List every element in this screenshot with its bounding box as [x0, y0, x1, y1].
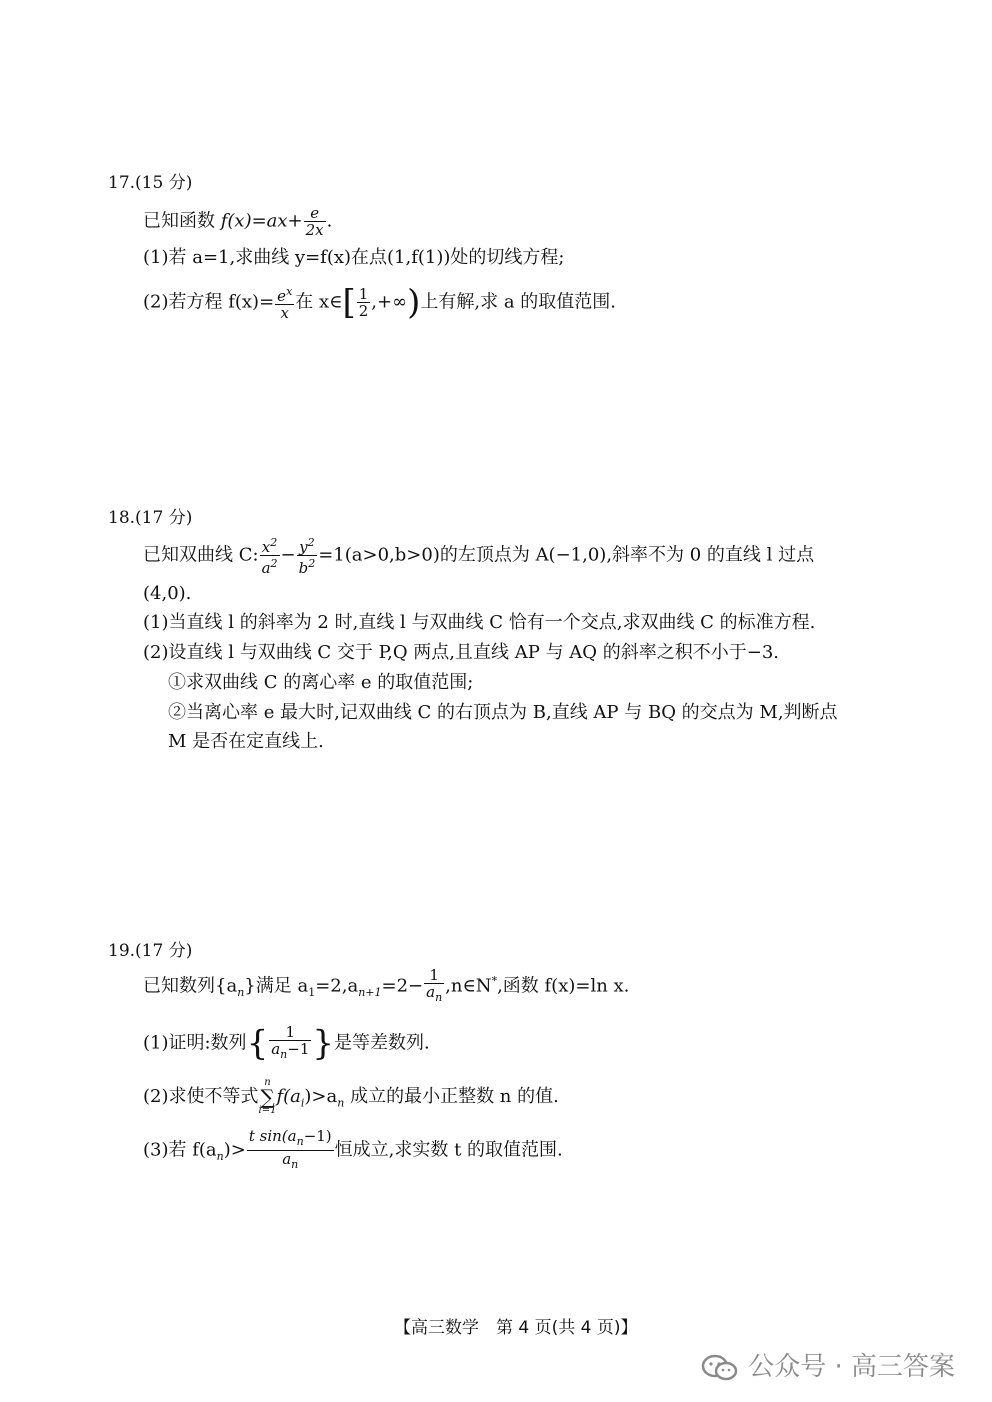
q17-header: 17.(15 分)	[108, 173, 193, 193]
q18-a-sq: 2	[270, 557, 278, 570]
q17-intro	[143, 205, 332, 238]
q18-y-sq: 2	[307, 536, 315, 549]
q19-sub-n: n	[237, 986, 245, 1000]
q17-intro-fraction	[304, 205, 326, 238]
q19-p3-fraction	[247, 1128, 334, 1173]
q18-b-den	[297, 555, 318, 576]
q17-half-den: 2	[358, 302, 369, 320]
q19-sum-symbol: ∑	[260, 1085, 275, 1109]
q19-recip-fraction	[424, 967, 444, 1006]
q17-intro-fraction-num: e	[310, 204, 320, 222]
q19-p1-num: 1	[285, 1023, 296, 1041]
q19-l1-a: 已知数列{a	[143, 975, 238, 997]
q18-a-var: a	[261, 559, 271, 577]
q19-part1	[143, 1024, 430, 1063]
q19-p2-sub-i: i	[300, 1096, 305, 1110]
q19-right-brace: }	[312, 1023, 335, 1064]
q17-half-fraction	[357, 286, 371, 319]
q18-y-num	[297, 535, 318, 555]
q19-p3-num-tail: −1)	[303, 1127, 332, 1145]
q19-sum	[259, 1078, 277, 1116]
q17-part2-a: (2)若方程 f(x)=	[143, 291, 275, 313]
q19-p3-num	[247, 1128, 334, 1150]
q19-line1	[143, 967, 629, 1006]
q18-minus: −	[280, 544, 296, 566]
q19-recip-den	[424, 983, 444, 1006]
q19-p2-c: )>a	[304, 1086, 338, 1107]
q18-sub1: ①求双曲线 C 的离心率 e 的取值范围;	[168, 672, 474, 693]
q19-p1-den	[269, 1040, 311, 1063]
q19-p3-sub-n: n	[216, 1150, 224, 1164]
q17-part2-exp: x	[286, 285, 293, 298]
q19-sub-n1: n+1	[358, 986, 382, 1000]
q19-sum-top: n	[264, 1077, 271, 1088]
wechat-icon	[700, 1353, 740, 1383]
q19-recip-num: 1	[429, 966, 439, 984]
q17-intro-fraction-den: 2x	[305, 221, 324, 239]
watermark	[700, 1346, 955, 1383]
q17-part2-b: 在 x∈	[295, 291, 343, 313]
watermark-text: 公众号 · 高三答案	[748, 1352, 956, 1382]
q17-part2-c: ,+∞	[371, 291, 408, 313]
q19-l1-f: ,函数 f(x)=ln x.	[497, 975, 630, 997]
q19-p1-a: (1)证明:数列	[143, 1032, 247, 1054]
q19-header: 19.(17 分)	[108, 941, 193, 961]
q19-l1-b: }满足 a	[244, 975, 309, 997]
q17-part2-d: 上有解,求 a 的取值范围.	[420, 291, 616, 313]
q18-a-den	[260, 555, 280, 576]
q17-left-bracket: [	[342, 282, 356, 323]
q19-p1-b: 是等差数列.	[334, 1032, 430, 1054]
q18-x-num	[260, 535, 280, 555]
q19-sum-bottom: i=1	[258, 1105, 277, 1116]
q18-x-var: x	[261, 538, 271, 556]
q17-part1: (1)若 a=1,求曲线 y=f(x)在点(1,f(1))处的切线方程;	[143, 247, 565, 268]
q17-part2-fraction-den: x	[275, 304, 294, 321]
q19-p3-den-sub: n	[291, 1158, 299, 1171]
q18-x-sq: 2	[270, 536, 278, 549]
q18-part1: (1)当直线 l 的斜率为 2 时,直线 l 与双曲线 C 恰有一个交点,求双曲线 C 的标准方程.	[143, 612, 816, 633]
q17-half-num: 1	[358, 285, 369, 303]
q19-p1-den-a: a	[271, 1040, 281, 1058]
q19-left-brace: {	[246, 1023, 269, 1064]
q19-p3-den-a: a	[282, 1150, 292, 1168]
q19-p1-den-tail: −1	[287, 1040, 310, 1058]
q18-line1	[143, 535, 814, 576]
q18-header: 18.(17 分)	[108, 508, 193, 528]
q18-line1-b: =1(a>0,b>0)的左顶点为 A(−1,0),斜率不为 0 的直线 l 过点	[318, 544, 815, 566]
q19-recip-sub: n	[435, 991, 443, 1004]
q19-p3-c: 恒成立,求实数 t 的取值范围.	[334, 1139, 563, 1161]
q17-right-paren: )	[407, 282, 421, 323]
q17-intro-func: f(x)=ax+	[220, 210, 303, 232]
q19-l1-d: =2−	[381, 975, 424, 997]
q18-part2: (2)设直线 l 与双曲线 C 交于 P,Q 两点,且直线 AP 与 AQ 的斜率之积不小于−3.	[143, 642, 780, 663]
q18-line2: (4,0).	[143, 583, 192, 604]
q19-sub-1: 1	[308, 986, 316, 1000]
q18-b-sq: 2	[308, 557, 316, 570]
q19-p3-b: )>	[223, 1139, 246, 1161]
q19-p2-b: f(a	[276, 1086, 301, 1107]
q19-p3-num-a: t sin(a	[248, 1127, 297, 1145]
q17-intro-text: 已知函数	[143, 210, 215, 232]
q19-p3-num-sub: n	[296, 1135, 304, 1148]
q19-p3-den	[247, 1150, 334, 1173]
q19-l1-c: =2,a	[315, 975, 359, 997]
q19-p3-a: (3)若 f(a	[143, 1139, 217, 1161]
q17-part2-fraction	[275, 284, 294, 321]
q19-star: *	[491, 974, 498, 988]
q19-p2-sub-n: n	[337, 1096, 345, 1110]
q17-part2	[143, 284, 616, 321]
q18-sub2-cont: M 是否在定直线上.	[168, 731, 324, 752]
q19-part3	[143, 1128, 563, 1173]
q19-p2-a: (2)求使不等式	[143, 1086, 259, 1107]
q18-y-var: y	[299, 538, 308, 556]
page-footer: 【高三数学 第 4 页(共 4 页)】	[394, 1318, 638, 1338]
q18-x-fraction	[260, 535, 280, 576]
q18-line1-a: 已知双曲线 C:	[143, 544, 259, 566]
q18-sub2: ②当离心率 e 最大时,记双曲线 C 的右顶点为 B,直线 AP 与 BQ 的交点为 M,判断点	[168, 702, 838, 723]
q19-p1-fraction	[269, 1024, 311, 1063]
q19-recip-a: a	[426, 983, 436, 1001]
q18-y-fraction	[297, 535, 318, 576]
q19-part2	[143, 1078, 559, 1116]
q19-p1-den-sub: n	[280, 1048, 288, 1061]
q17-part2-fraction-num	[275, 284, 294, 304]
q17-intro-end: .	[326, 210, 333, 232]
q17-part2-e: e	[277, 287, 287, 305]
q19-l1-e: ,n∈N	[445, 975, 492, 997]
q19-p2-d: 成立的最小正整数 n 的值.	[344, 1086, 559, 1107]
q18-b-var: b	[298, 559, 309, 577]
